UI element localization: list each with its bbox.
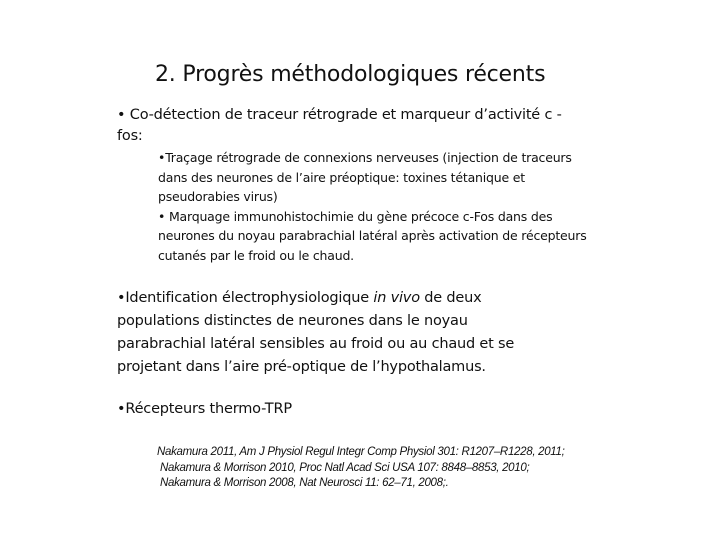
bullet-codetection [117,105,587,147]
slide-title: 2. Progrès méthodologiques récents [155,62,546,87]
sub-bullet-tracing-text: Traçage rétrograde de connexions nerveuses (injection de traceurs dans des neurones de l’aire préoptique: toxines tétanique et pseudorabies virus) [158,150,572,204]
bullet-electrophysiology [117,287,557,379]
sub-bullet-immunohistochemistry [158,207,588,266]
bullet-electrophysiology-text-after: de deux populations distinctes de neurones dans le noyau parabrachial latéral sensibles au froid ou au chaud et se projetant dans l’aire pré-optique de l’hypothalamus. [117,290,515,375]
bullet-marker: • [117,401,126,417]
bullet-trp-receptors [117,398,292,420]
references [157,445,677,492]
bullet-marker: • [117,290,126,306]
bullet-trp-receptors-text: Récepteurs thermo-TRP [125,401,292,417]
sub-bullet-list [158,148,588,265]
sub-bullet-marker: • [158,208,166,224]
bullet-marker: • [117,107,126,123]
reference-line: Nakamura 2011, Am J Physiol Regul Integr Comp Physiol 301: R1207–R1228, 2011; [157,446,565,458]
bullet-codetection-text: Co-détection de traceur rétrograde et marqueur d’activité c -fos: [117,107,562,144]
sub-bullet-tracing [158,148,588,207]
reference-line: Nakamura & Morrison 2008, Nat Neurosci 11: 62–71, 2008;. [160,477,449,489]
sub-bullet-marker: • [158,150,166,165]
sub-bullet-immunohistochemistry-text: Marquage immunohistochimie du gène précoce c-Fos dans des neurones du noyau parabrachial latéral après activation de récepteurs cutanés par le froid ou le chaud. [158,208,587,263]
reference-line: Nakamura & Morrison 2010, Proc Natl Acad Sci USA 107: 8848–8853, 2010; [160,461,530,474]
bullet-electrophysiology-text-before: Identification électrophysiologique [125,290,374,306]
bullet-electrophysiology-italic: in vivo [373,290,420,306]
